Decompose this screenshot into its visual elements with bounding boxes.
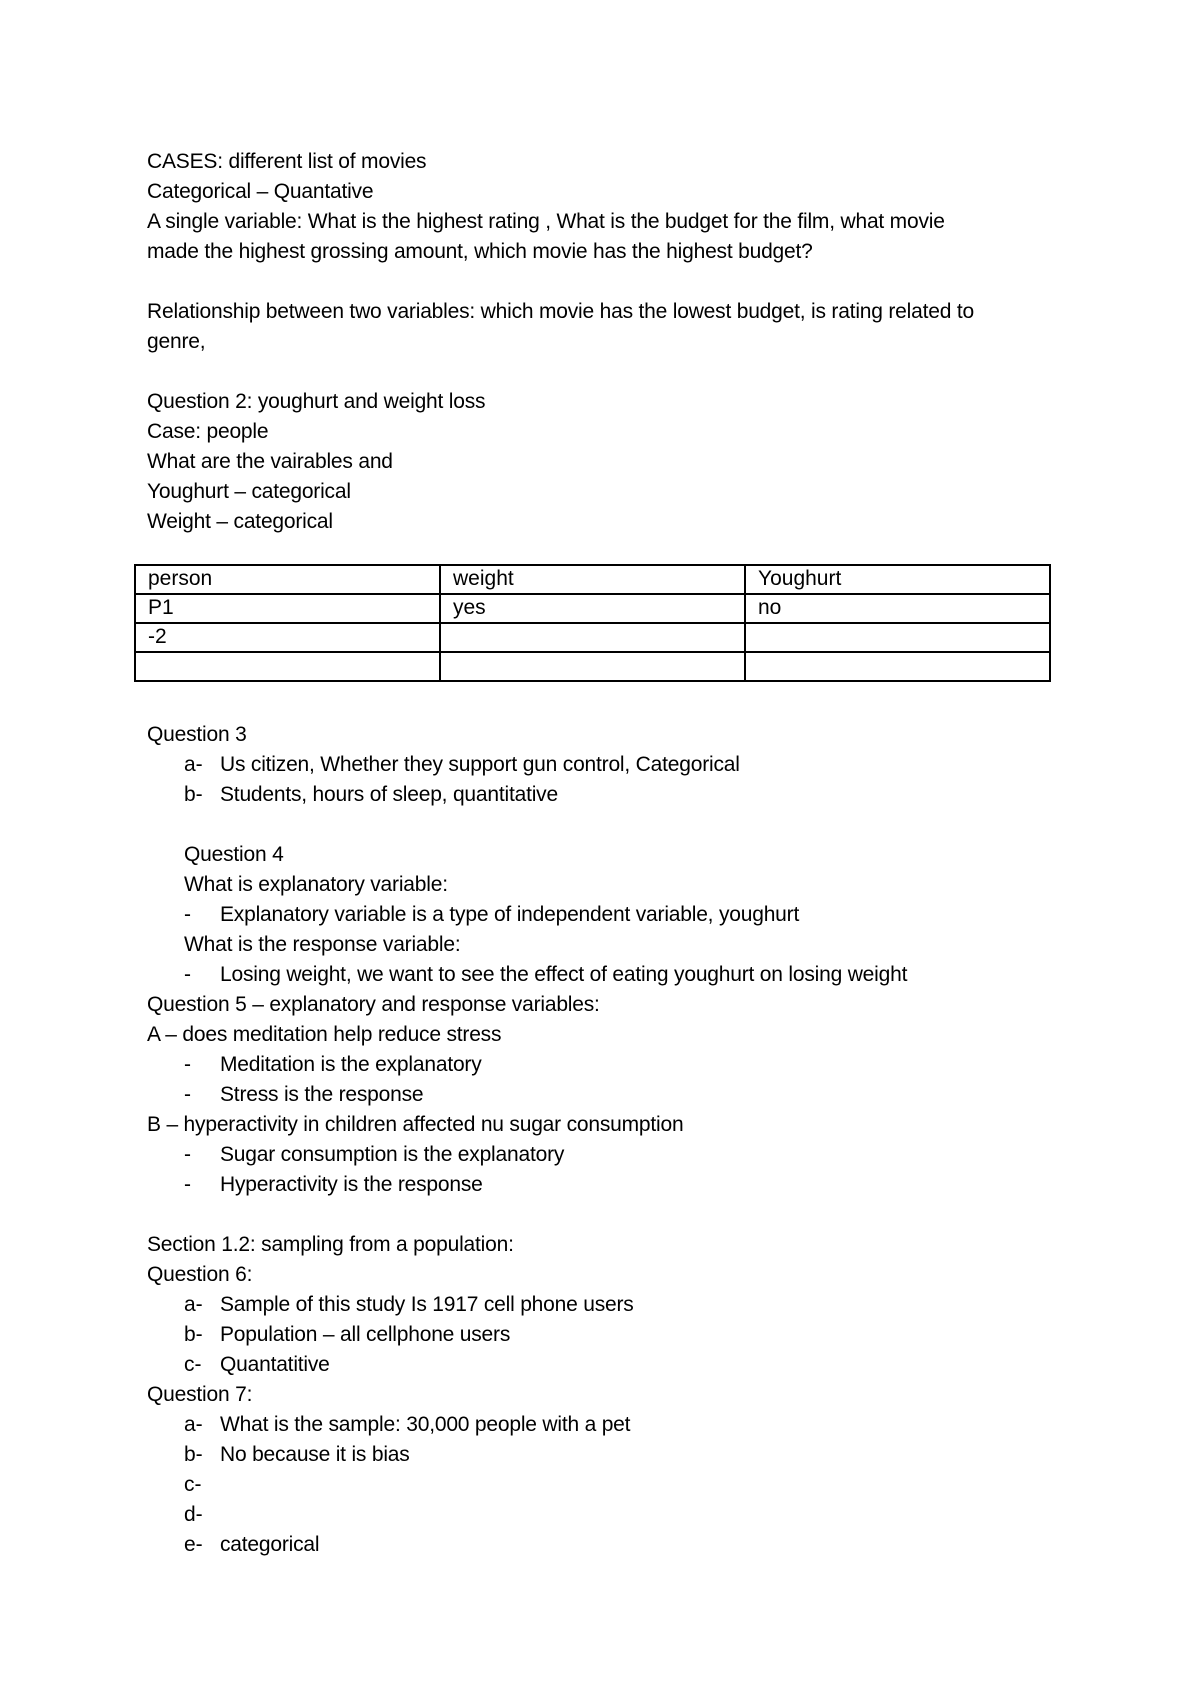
question-3-title: Question 3 (147, 723, 247, 746)
list-marker: - (184, 1173, 191, 1196)
list-marker: b- (184, 1443, 203, 1466)
question-2-title: Question 2: youghurt and weight loss (147, 390, 486, 413)
table-header-row (135, 565, 1050, 594)
data-table (134, 564, 1051, 682)
list-marker: - (184, 1053, 191, 1076)
list-marker: - (184, 963, 191, 986)
list-item: What is the sample: 30,000 people with a pet (220, 1413, 631, 1436)
list-item: Students, hours of sleep, quantitative (220, 783, 558, 806)
table-cell: yes (440, 594, 745, 623)
table-row (135, 594, 1050, 623)
q5-part-b: B – hyperactivity in children affected nu sugar consumption (147, 1113, 684, 1136)
list-item: Hyperactivity is the response (220, 1173, 483, 1196)
table-cell (440, 652, 745, 681)
table-cell: weight (440, 565, 745, 594)
question-5-title: Question 5 – explanatory and response variables: (147, 993, 600, 1016)
list-marker: d- (184, 1503, 203, 1526)
section-1-2-title: Section 1.2: sampling from a population: (147, 1233, 514, 1256)
table-cell: Youghurt (745, 565, 1050, 594)
list-marker: a- (184, 1293, 203, 1316)
question-4-title: Question 4 (184, 843, 284, 866)
list-item: Meditation is the explanatory (220, 1053, 482, 1076)
list-item: Sugar consumption is the explanatory (220, 1143, 565, 1166)
list-marker: - (184, 1083, 191, 1106)
table-cell: person (135, 565, 440, 594)
explanatory-question: What is explanatory variable: (184, 873, 448, 896)
list-item: Stress is the response (220, 1083, 424, 1106)
response-question: What is the response variable: (184, 933, 461, 956)
list-marker: b- (184, 783, 203, 806)
list-item: Explanatory variable is a type of independent variable, youghurt (220, 903, 800, 926)
table-row (135, 652, 1050, 681)
list-marker: - (184, 1143, 191, 1166)
variables-question-line: What are the vairables and (147, 450, 393, 473)
categorical-quantative-line: Categorical – Quantative (147, 180, 374, 203)
list-marker: a- (184, 753, 203, 776)
relationship-line-cont: genre, (147, 330, 206, 353)
table-cell: -2 (135, 623, 440, 652)
case-people-line: Case: people (147, 420, 269, 443)
table-cell (745, 652, 1050, 681)
list-item: Us citizen, Whether they support gun control, Categorical (220, 753, 740, 776)
table-cell: P1 (135, 594, 440, 623)
list-marker: a- (184, 1413, 203, 1436)
list-marker: - (184, 903, 191, 926)
table-cell (745, 623, 1050, 652)
relationship-line: Relationship between two variables: which movie has the lowest budget, is rating related to (147, 300, 974, 323)
q5-part-a: A – does meditation help reduce stress (147, 1023, 502, 1046)
youghurt-categorical-line: Youghurt – categorical (147, 480, 351, 503)
table-cell: no (745, 594, 1050, 623)
table-row (135, 623, 1050, 652)
list-item: Population – all cellphone users (220, 1323, 511, 1346)
list-marker: b- (184, 1323, 203, 1346)
question-6-title: Question 6: (147, 1263, 253, 1286)
table-cell (135, 652, 440, 681)
single-variable-line-cont: made the highest grossing amount, which movie has the highest budget? (147, 240, 813, 263)
table-cell (440, 623, 745, 652)
list-marker: c- (184, 1353, 202, 1376)
list-item: No because it is bias (220, 1443, 410, 1466)
single-variable-line: A single variable: What is the highest rating , What is the budget for the film, what movie (147, 210, 945, 233)
list-item: Losing weight, we want to see the effect of eating youghurt on losing weight (220, 963, 908, 986)
list-item: Sample of this study Is 1917 cell phone users (220, 1293, 634, 1316)
weight-categorical-line: Weight – categorical (147, 510, 333, 533)
cases-line: CASES: different list of movies (147, 150, 427, 173)
list-marker: e- (184, 1533, 203, 1556)
list-item: Quantatitive (220, 1353, 330, 1376)
list-marker: c- (184, 1473, 202, 1496)
question-7-title: Question 7: (147, 1383, 253, 1406)
list-item: categorical (220, 1533, 320, 1556)
